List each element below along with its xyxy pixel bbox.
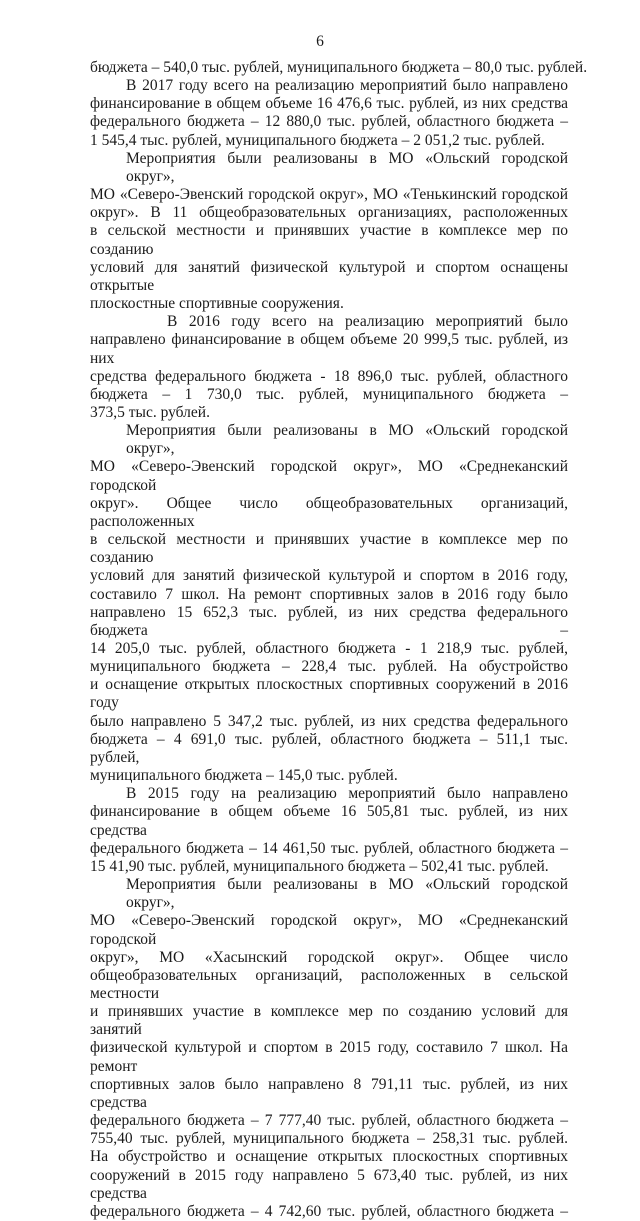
text-line: федерального бюджета – 12 880,0 тыс. рублей, областного бюджета – — [90, 113, 568, 131]
text-line: муниципального бюджета – 228,4 тыс. рублей. На обустройство — [90, 658, 568, 676]
text-line: было направлено 5 347,2 тыс. рублей, из них средства федерального — [90, 712, 568, 730]
text-line: условий для занятий физической культурой и спортом оснащены открытые — [90, 258, 568, 294]
text-line: направлено финансирование в общем объеме 20 999,5 тыс. рублей, из них — [90, 331, 568, 367]
text-line: В 2017 году всего на реализацию мероприятий было направлено — [126, 77, 568, 95]
text-line: финансирование в общем объеме 16 505,81 тыс. рублей, из них средства — [90, 803, 568, 839]
text-line: в сельской местности и принявших участие в комплексе мер по созданию — [90, 222, 568, 258]
text-line: составило 7 школ. На ремонт спортивных залов в 2016 году было — [90, 585, 568, 603]
text-line: МО «Северо-Эвенский городской округ», МО «Тенькинский городской — [90, 186, 568, 204]
text-line: бюджета – 540,0 тыс. рублей, муниципального бюджета – 80,0 тыс. рублей. — [90, 59, 588, 76]
text-line: в сельской местности и принявших участие в комплексе мер по созданию — [90, 531, 568, 567]
text-line: В 2015 году на реализацию мероприятий было направлено — [126, 785, 568, 803]
text-line: финансирование в общем объеме 16 476,6 тыс. рублей, из них средства — [90, 95, 568, 113]
text-line: МО «Северо-Эвенский городской округ», МО «Среднеканский городской — [90, 912, 568, 948]
page-number: 6 — [316, 33, 324, 50]
text-line: физической культурой и спортом в 2015 году, составило 7 школ. На ремонт — [90, 1039, 568, 1075]
text-line: Мероприятия были реализованы в МО «Ольский городской округ», — [126, 149, 568, 185]
text-line: округ». Общее число общеобразовательных организаций, расположенных — [90, 494, 568, 530]
text-line: федерального бюджета – 7 777,40 тыс. рублей, областного бюджета – — [90, 1112, 568, 1130]
text-line: округ», МО «Хасынский городской округ». Общее число — [90, 948, 568, 966]
text-line: 373,5 тыс. рублей. — [90, 403, 210, 421]
text-line: На обустройство и оснащение открытых плоскостных спортивных — [90, 1148, 568, 1166]
text-line: МО «Северо-Эвенский городской округ», МО «Среднеканский городской — [90, 458, 568, 494]
text-line: В 2016 году всего на реализацию мероприятий было — [167, 313, 568, 331]
text-line: Мероприятия были реализованы в МО «Ольский городской округ», — [126, 876, 568, 912]
text-line: федерального бюджета – 14 461,50 тыс. рублей, областного бюджета – — [90, 839, 568, 857]
text-line: бюджета – 4 691,0 тыс. рублей, областного бюджета – 511,1 тыс. рублей, — [90, 730, 568, 766]
text-line: округ». В 11 общеобразовательных организациях, расположенных — [90, 204, 568, 222]
text-line: и принявших участие в комплексе мер по созданию условий для занятий — [90, 1003, 568, 1039]
text-line: общеобразовательных организаций, расположенных в сельской местности — [90, 966, 568, 1002]
text-line: 14 205,0 тыс. рублей, областного бюджета - 1 218,9 тыс. рублей, — [90, 640, 568, 657]
text-line: сооружений в 2015 году направлено 5 673,40 тыс. рублей, из них средства — [90, 1166, 568, 1202]
text-line: бюджета – 1 730,0 тыс. рублей, муниципального бюджета – — [90, 385, 568, 403]
text-line: средства федерального бюджета - 18 896,0 тыс. рублей, областного — [90, 367, 568, 385]
text-line: Мероприятия были реализованы в МО «Ольский городской округ», — [126, 422, 568, 458]
text-line: и оснащение открытых плоскостных спортивных сооружений в 2016 году — [90, 676, 568, 712]
text-line: федерального бюджета – 4 742,60 тыс. рублей, областного бюджета – — [90, 1202, 568, 1220]
text-line: направлено 15 652,3 тыс. рублей, из них средства федерального бюджета – — [90, 603, 568, 639]
text-line: 755,40 тыс. рублей, муниципального бюджета – 258,31 тыс. рублей. — [90, 1130, 568, 1148]
text-line: 1 545,4 тыс. рублей, муниципального бюджета – 2 051,2 тыс. рублей. — [90, 131, 545, 149]
text-line: 15 41,90 тыс. рублей, муниципального бюджета – 502,41 тыс. рублей. — [90, 857, 549, 875]
text-line: спортивных залов было направлено 8 791,11 тыс. рублей, из них средства — [90, 1075, 568, 1111]
text-line: плоскостные спортивные сооружения. — [90, 295, 344, 313]
text-line: условий для занятий физической культурой и спортом в 2016 году, — [90, 567, 568, 585]
text-line: муниципального бюджета – 145,0 тыс. рублей. — [90, 767, 398, 785]
body-text — [90, 59, 588, 1221]
